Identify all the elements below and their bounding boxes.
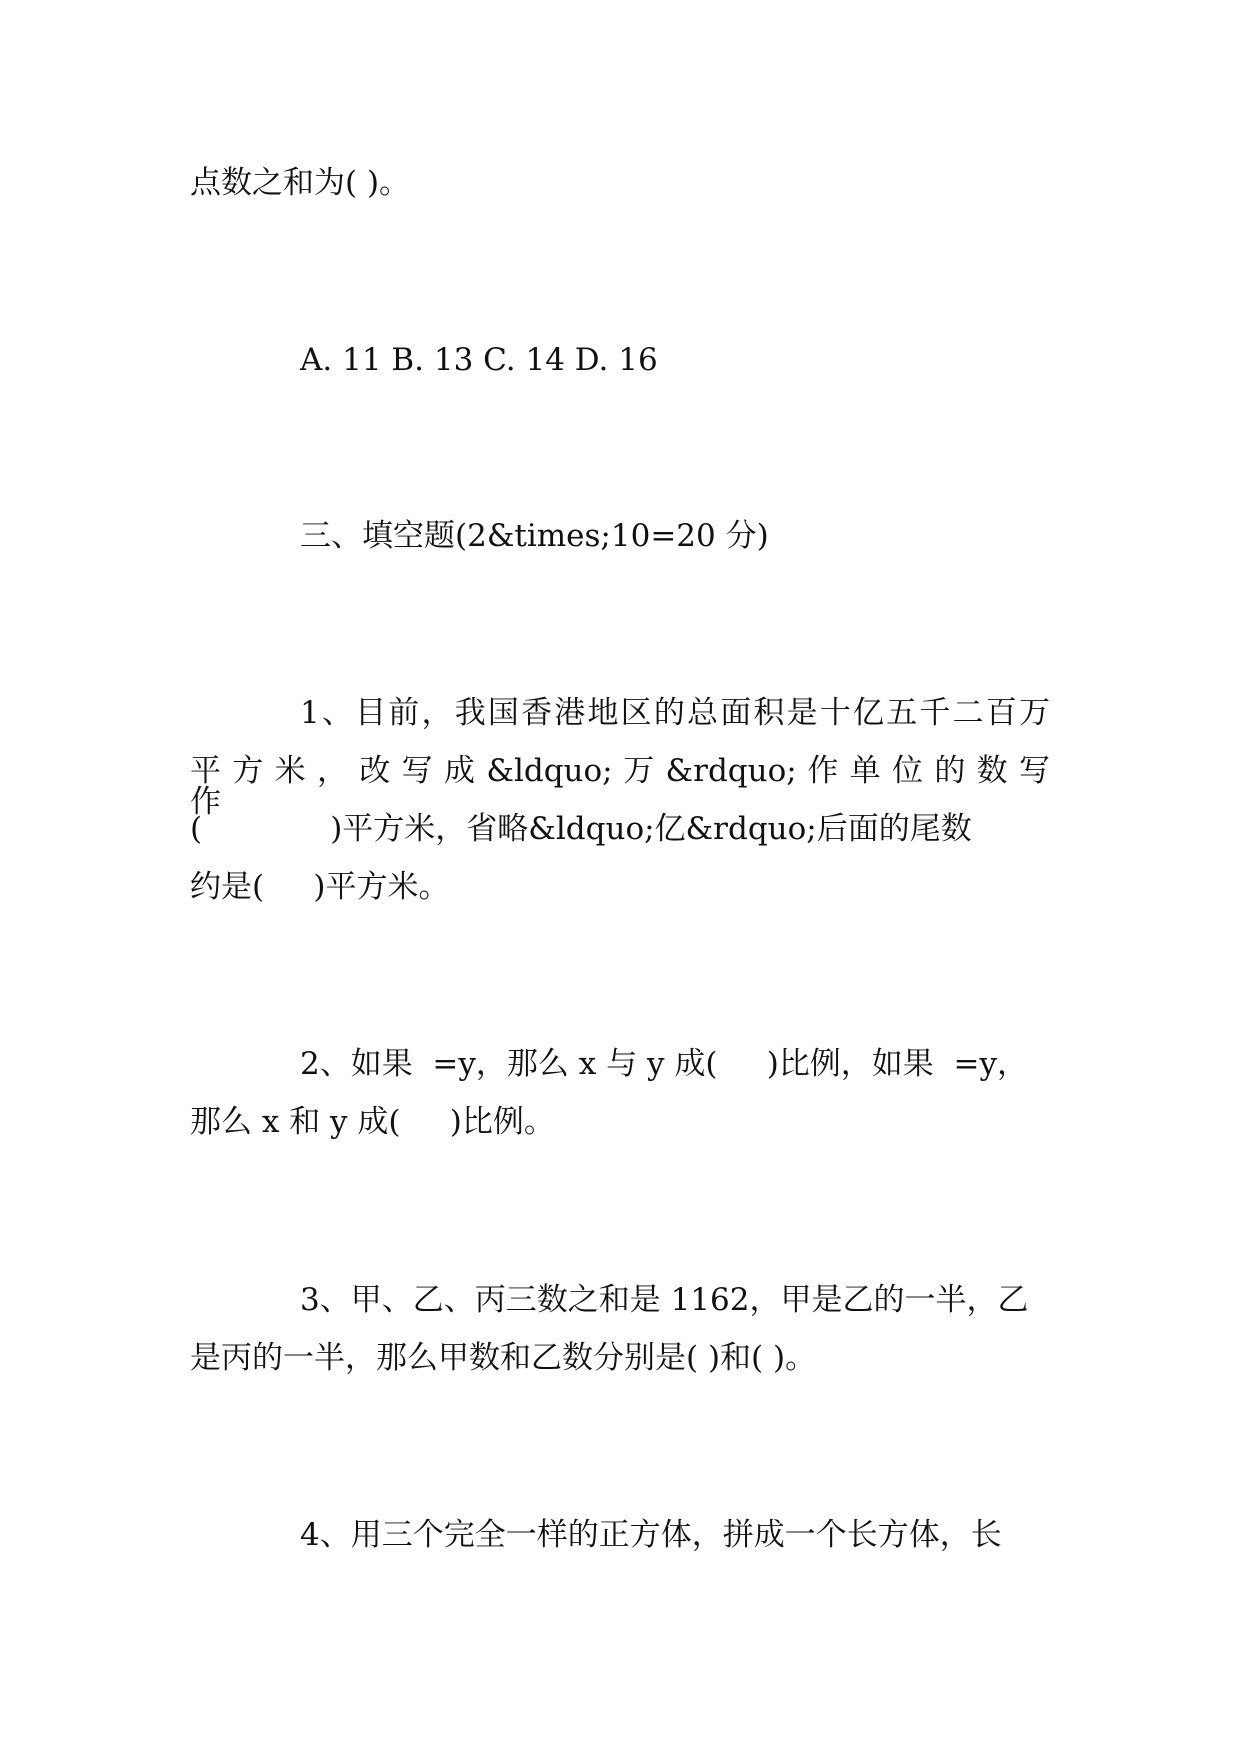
question-1-line-1: 1、目前，我国香港地区的总面积是十亿五千二百万 — [300, 695, 1050, 731]
question-2-line-2: 那么 x 和 y 成( )比例。 — [190, 1104, 555, 1140]
question-2-line-1: 2、如果 =y，那么 x 与 y 成( )比例，如果 =y， — [300, 1046, 1028, 1082]
question-1-line-4: 约是( )平方米。 — [190, 869, 450, 905]
text-line: 点数之和为( )。 — [190, 165, 411, 201]
question-1-line-3: ( )平方米，省略&ldquo;亿&rdquo;后面的尾数 — [190, 811, 972, 847]
question-1-line-2: 平 方 米 ， 改 写 成 &ldquo; 万 &rdquo; 作 单 位 的 数 写 作 — [190, 753, 1050, 820]
question-4-line-1: 4、用三个完全一样的正方体，拼成一个长方体，长 — [300, 1517, 1002, 1553]
question-3-line-1: 3、甲、乙、丙三数之和是 1162，甲是乙的一半，乙 — [300, 1282, 1029, 1318]
answer-options: A. 11 B. 13 C. 14 D. 16 — [300, 342, 658, 378]
section-heading: 三、填空题(2&times;10=20 分) — [300, 518, 769, 554]
question-3-line-2: 是丙的一半，那么甲数和乙数分别是( )和( )。 — [190, 1340, 817, 1376]
